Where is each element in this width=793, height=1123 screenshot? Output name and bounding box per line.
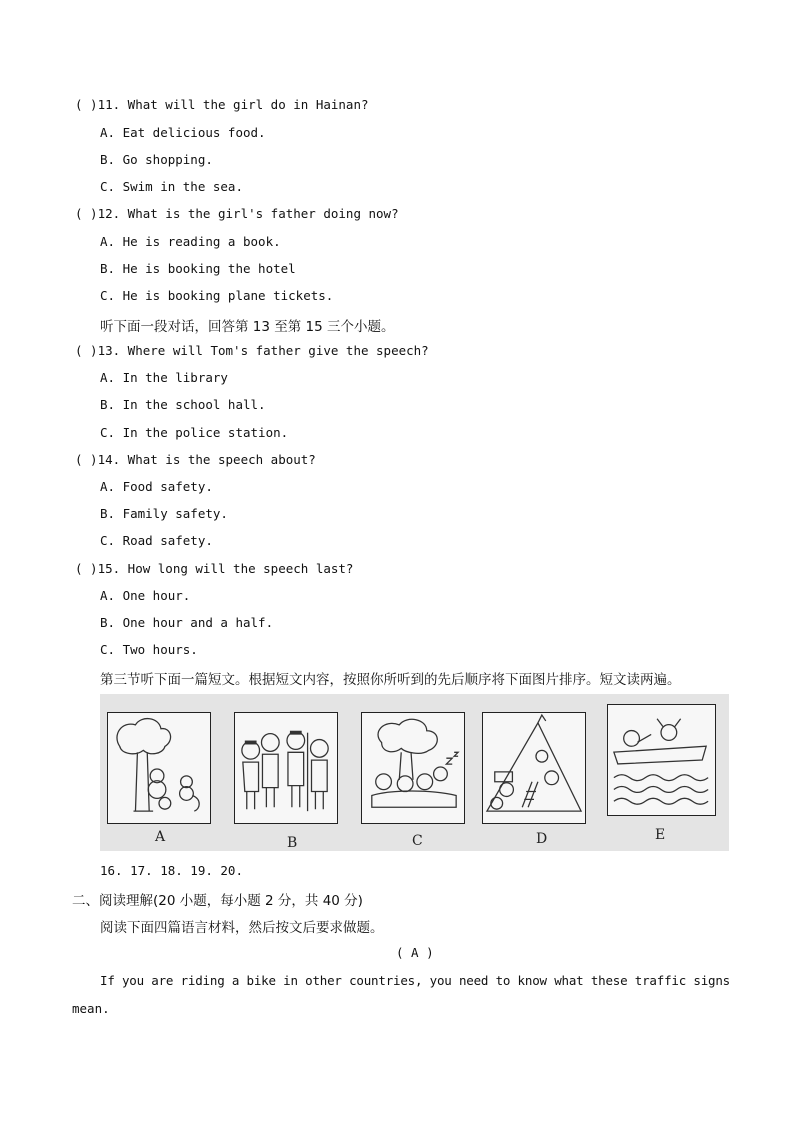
question-14-option-c: C. Road safety. xyxy=(100,533,213,548)
boat-water-drawing xyxy=(608,705,715,815)
picture-c xyxy=(361,712,465,824)
question-11-option-b: B. Go shopping. xyxy=(100,152,213,167)
question-15-option-a: A. One hour. xyxy=(100,588,191,603)
question-12-option-b: B. He is booking the hotel xyxy=(100,261,296,276)
question-14-stem: ( )14. What is the speech about? xyxy=(75,452,316,467)
answer-blanks: 16. 17. 18. 19. 20. xyxy=(100,863,243,878)
section3-instruction: 第三节听下面一篇短文。根据短文内容，按照你所听到的先后顺序将下面图片排序。短文读两遍。 xyxy=(100,672,681,688)
question-11-option-a: A. Eat delicious food. xyxy=(100,125,266,140)
question-15-option-b: B. One hour and a half. xyxy=(100,615,274,630)
question-12-stem: ( )12. What is the girl's father doing now? xyxy=(75,206,399,221)
question-14-option-a: A. Food safety. xyxy=(100,479,213,494)
instruction-13-15: 听下面一段对话，回答第 13 至第 15 三个小题。 xyxy=(100,319,395,335)
question-15-option-c: C. Two hours. xyxy=(100,642,198,657)
picture-strip xyxy=(100,694,729,851)
question-15-stem: ( )15. How long will the speech last? xyxy=(75,561,354,576)
question-12-option-c: C. He is booking plane tickets. xyxy=(100,288,334,303)
question-13-option-a: A. In the library xyxy=(100,370,228,385)
monkeys-tree-drawing xyxy=(108,713,210,823)
children-group-drawing xyxy=(235,713,337,823)
question-12-option-a: A. He is reading a book. xyxy=(100,234,281,249)
question-11-option-c: C. Swim in the sea. xyxy=(100,179,243,194)
mountain-climb-drawing xyxy=(483,713,585,823)
picture-e xyxy=(607,704,716,816)
picture-b xyxy=(234,712,338,824)
picture-label-a: A xyxy=(155,829,166,845)
question-11-stem: ( )11. What will the girl do in Hainan? xyxy=(75,97,369,112)
picture-d xyxy=(482,712,586,824)
picture-a xyxy=(107,712,211,824)
picture-label-d: D xyxy=(536,831,548,847)
picture-label-c: C xyxy=(412,833,423,849)
question-14-option-b: B. Family safety. xyxy=(100,506,228,521)
part2-heading: 二、阅读理解(20 小题，每小题 2 分，共 40 分) xyxy=(72,893,363,909)
children-resting-drawing xyxy=(362,713,464,823)
passage-line-2: mean. xyxy=(72,1001,110,1016)
passage-line-1: If you are riding a bike in other countries, you need to know what these traffic signs xyxy=(100,973,731,988)
part2-instruction: 阅读下面四篇语言材料，然后按文后要求做题。 xyxy=(100,920,384,936)
question-13-option-b: B. In the school hall. xyxy=(100,397,266,412)
picture-label-b: B xyxy=(287,835,298,851)
picture-label-e: E xyxy=(655,827,666,843)
question-13-stem: ( )13. Where will Tom's father give the speech? xyxy=(75,343,429,358)
question-13-option-c: C. In the police station. xyxy=(100,425,289,440)
passage-label: ( A ) xyxy=(396,945,434,960)
